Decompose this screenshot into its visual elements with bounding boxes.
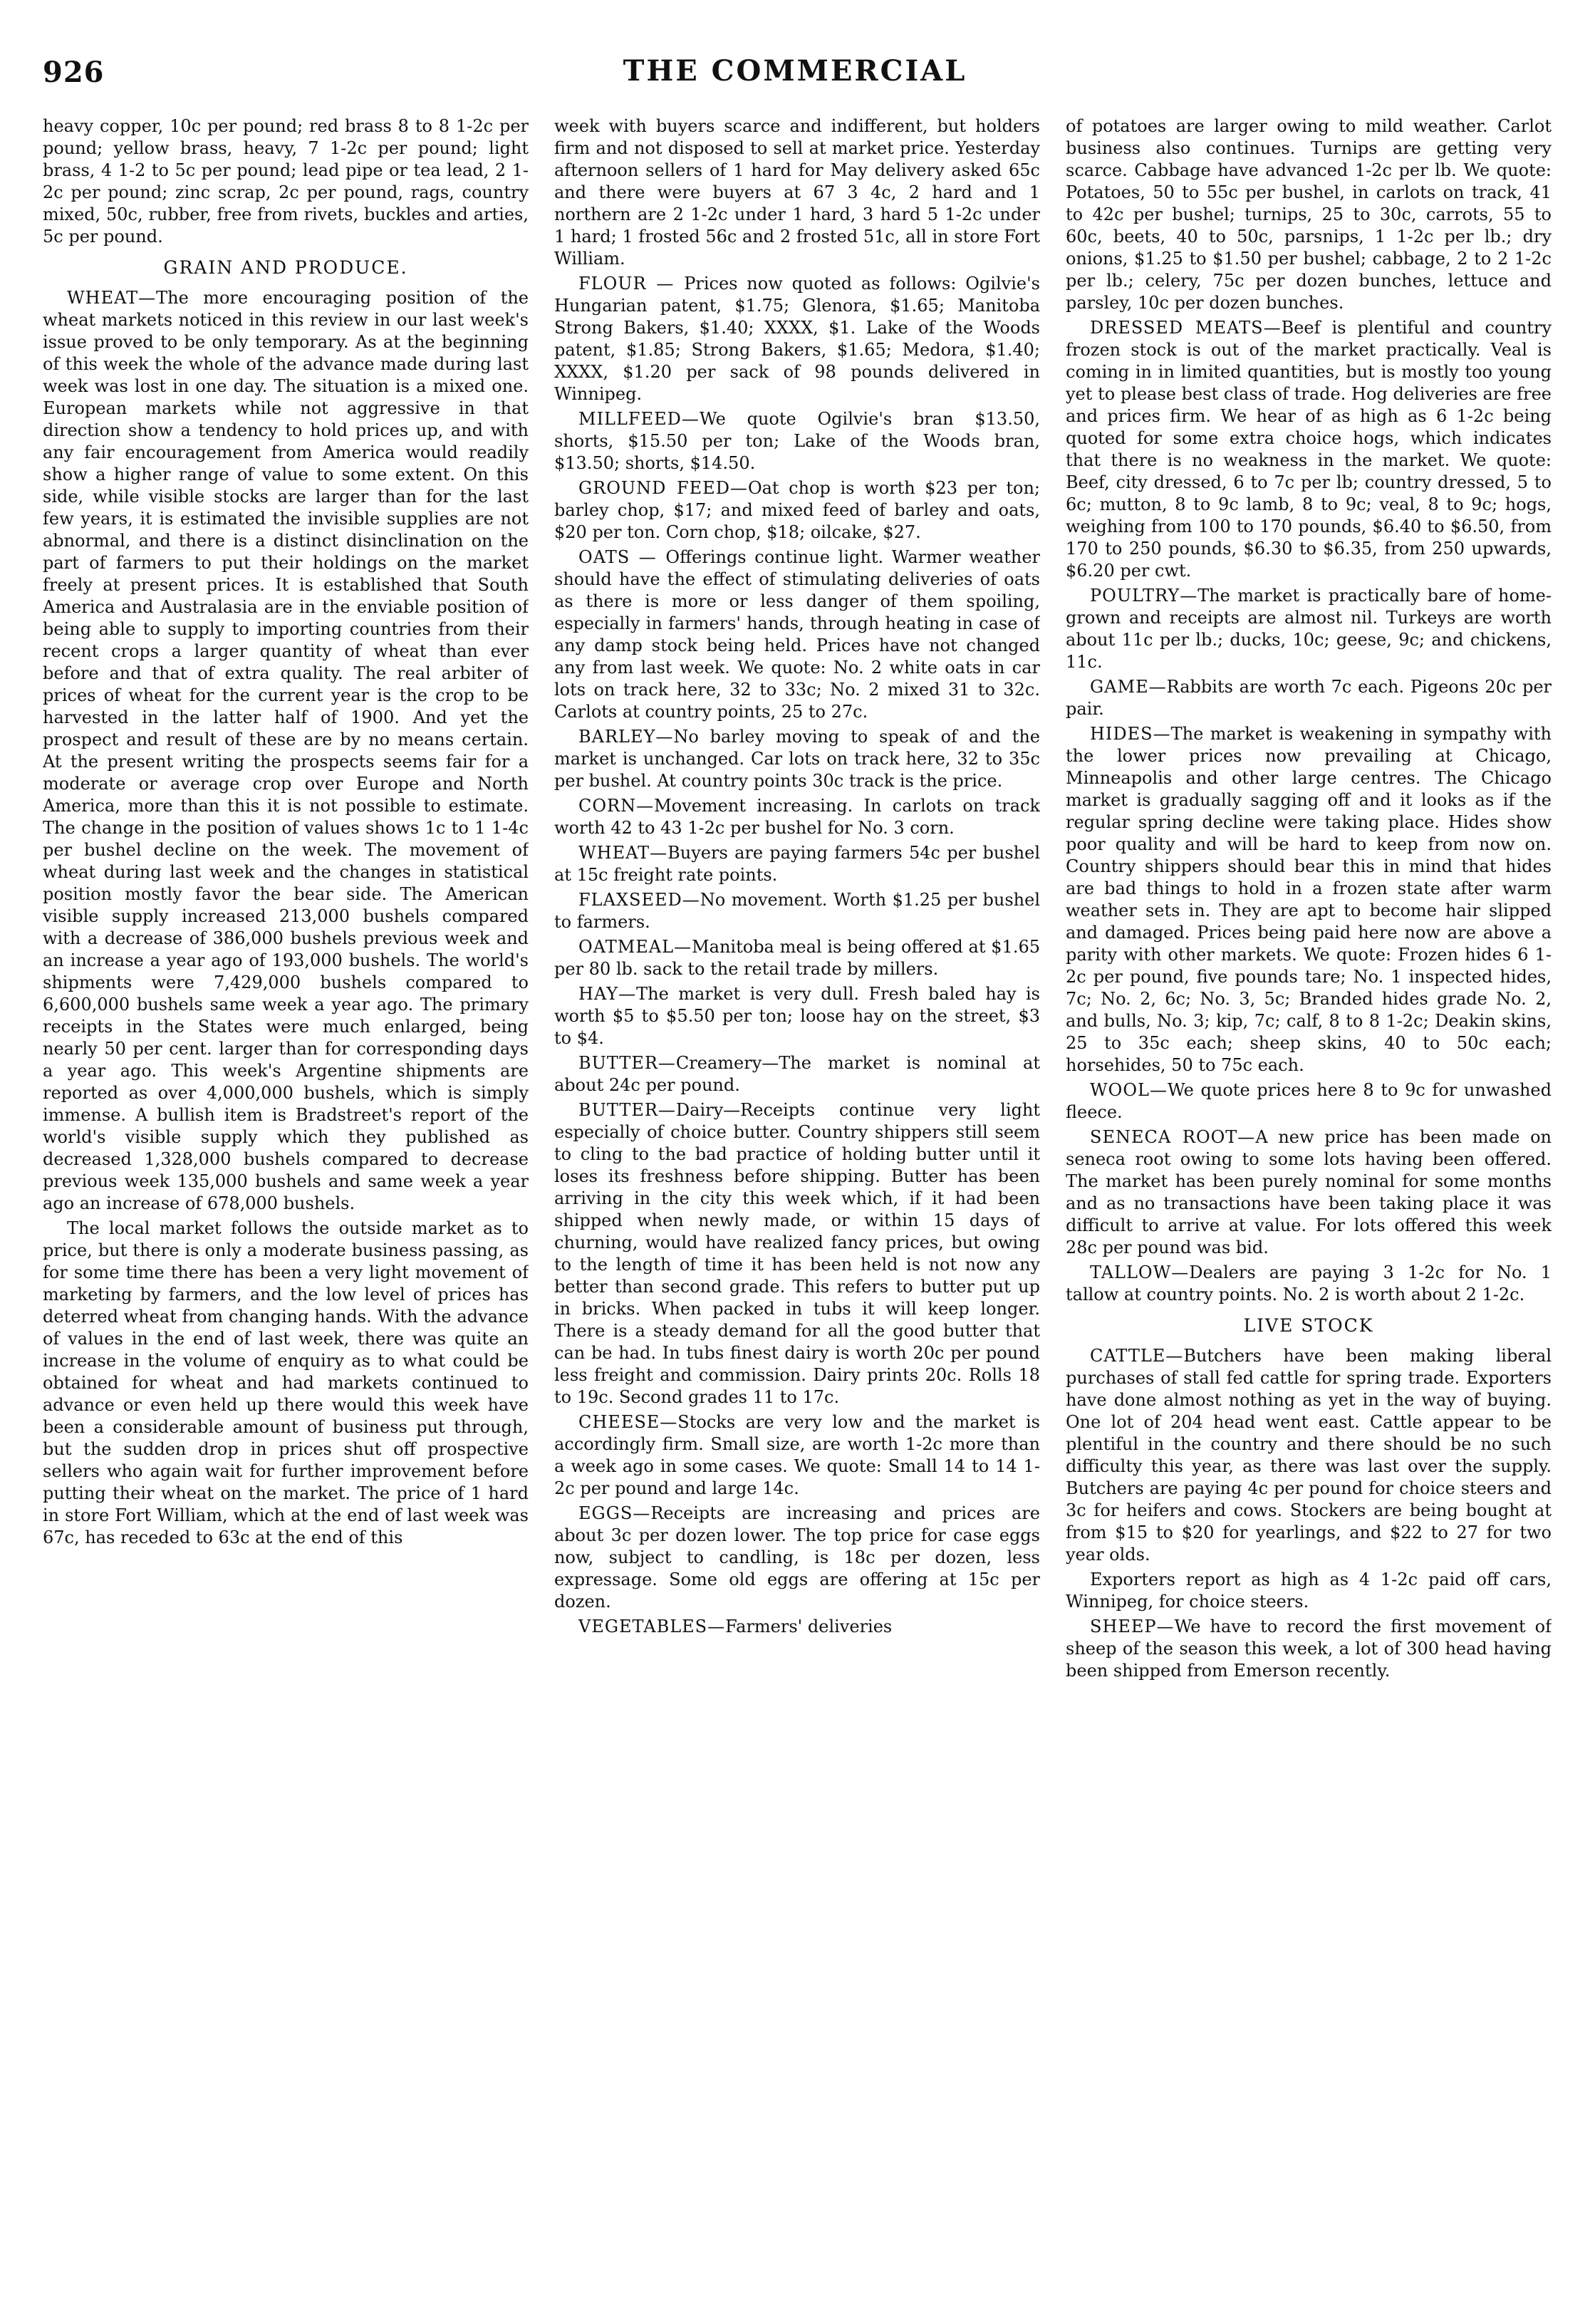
paragraph-barley [554, 726, 1040, 792]
paragraph-lead: BUTTER— [578, 1100, 676, 1120]
paragraph-text: We quote prices here 8 to 9c for unwashed fleece. [1066, 1080, 1552, 1122]
paragraph-cattle [1066, 1345, 1552, 1566]
paragraph-lead: BARLEY— [578, 727, 674, 747]
paragraph-vegetables [554, 1616, 1040, 1638]
paragraph-text: Beef is plentiful and country frozen stock is out of the market practically. Veal is coming in in limited quantities, but is mostly too young yet to please best class of trade. Hog deliveries are free and prices firm. We hear of as high as 6 1-2c being quoted for some extra choice hogs, which indicates that there is no weakness in the market. We quote: Beef, city dressed, 6 to 7c per lb; country dressed, 5 to 6c; mutton, 8 to 9c lamb, 8 to 9c; veal, 8 to 9c; hogs, weighing from 100 to 170 pounds, $6.40 to $6.50, from 170 to 250 pounds, $6.30 to $6.35, from 250 upwards, $6.20 per cwt. [1066, 318, 1552, 581]
paragraph-wheat [43, 287, 529, 1215]
paragraph-lead: GAME— [1090, 677, 1167, 697]
paragraph-lead: DRESSED MEATS— [1090, 318, 1282, 338]
paragraph-lead: HIDES— [1090, 724, 1171, 744]
paragraph-text: Receipts are increasing and prices are about 3c per dozen lower. The top price for case eggs now, subject to candling, is 18c per dozen, less expressage. Some old eggs are offering at 15c per dozen. [554, 1503, 1040, 1612]
paragraph-text: Butchers have been making liberal purchases of stall fed cattle for spring trade. Exporters have done almost nothing as yet in the way of buying. One lot of 204 head went east. Cattle appear to be plentiful in the country and there should be no such difficulty this year, as there was last over the supply. Butchers are paying 4c per pound for choice steers and 3c for heifers and cows. Stockers are being bought at from $15 to $20 for yearlings, and $22 to 27 for two year olds. [1066, 1346, 1552, 1565]
paragraph-eggs [554, 1503, 1040, 1613]
paragraph-lead: WHEAT— [67, 288, 157, 308]
column-2 [554, 115, 1040, 2303]
paragraph-lead: EGGS— [578, 1503, 651, 1523]
paragraph-lead: TALLOW— [1090, 1262, 1190, 1282]
paragraph-text: Offerings continue light. Warmer weather should have the effect of stimulating deliveries of oats as there is more or less danger of them spoiling, especially in farmers' hands, through heating in case of any damp stock being held. Prices have not changed any from last week. We quote: No. 2 white oats in car lots on track here, 32 to 33c; No. 2 mixed 31 to 32c. Carlots at country points, 25 to 27c. [554, 547, 1040, 722]
paragraph-lead: HAY— [578, 984, 637, 1004]
paragraph-seneca-root [1066, 1126, 1552, 1259]
page-number: 926 [43, 56, 105, 89]
paragraph-text: Dairy—Receipts continue very light especially of choice butter. Country shippers still seem to cling to the bad practice of holding butter until it loses its freshness before shipping. Butter has been arriving in the city this week which, if it had been shipped when newly made, or within 15 days of churning, would have realized fancy prices, but owing to the length of time it has been held is not now any better than second grade. This refers to butter put up in bricks. When packed in tubs it will keep longer. There is a steady demand for all the good butter that can be had. In tubs finest dairy is worth 20c per pound less freight and commission. Dairy prints 20c. Rolls 18 to 19c. Second grades 11 to 17c. [554, 1100, 1040, 1407]
section-heading: GRAIN AND PRODUCE. [163, 257, 408, 278]
paragraph-text: The market is very dull. Fresh baled hay is worth $5 to $5.50 per ton; loose hay on the street, $3 to $4. [554, 984, 1040, 1048]
paragraph-ground-feed [554, 477, 1040, 544]
paragraph: heavy copper, 10c per pound; red brass 8 to 8 1-2c per pound; yellow brass, heavy, 7 1-2c per pound; light brass, 4 1-2 to 5c per pound; lead pipe or tea lead, 2 1-2c per pound; zinc scrap, 2c per pound, rags, country mixed, 50c, rubber, free from rivets, buckles and arties, 5c per pound. [43, 116, 529, 247]
paragraph-text: We quote Ogilvie's bran $13.50, shorts, $15.50 per ton; Lake of the Woods bran, $13.50; shorts, $14.50. [554, 409, 1040, 473]
paragraph-lead: BUTTER— [578, 1053, 676, 1073]
paragraph-tallow [1066, 1262, 1552, 1306]
paragraph-text: The market is weakening in sympathy with the lower prices now prevailing at Chicago, Minneapolis and other large centres. The Chicago market is gradually sagging off and it looks as if the regular spring decline were taking place. Hides show poor quality and will be hard to keep from now on. Country shippers should bear this in mind that hides are bad things to hold in a frozen state after warm weather sets in. They are apt to become hair slipped and damaged. Prices being paid here now are above a parity with other markets. We quote: Frozen hides 6 1-2c per pound, five pounds tare; No. 1 inspected hides, 7c; No. 2, 6c; No. 3, 5c; Branded hides grade No. 2, and bulls, No. 3; kip, 7c; calf, 8 to 8 1-2c; Deakin skins, 25 to 35c each; sheep skins, 40 to 50c each; horsehides, 50 to 75c each. [1066, 724, 1552, 1075]
paragraph-lead: SENECA ROOT— [1090, 1127, 1256, 1147]
paragraph-oats [554, 546, 1040, 723]
paragraph-lead: WOOL— [1090, 1080, 1168, 1100]
section-heading-live-stock: LIVE STOCK [1243, 1315, 1374, 1336]
paragraph-butter-creamery [554, 1052, 1040, 1096]
paragraph-text: Manitoba meal is being offered at $1.65 per 80 lb. sack to the retail trade by millers. [554, 937, 1040, 979]
paragraph-butter-dairy [554, 1099, 1040, 1409]
paragraph-game [1066, 676, 1552, 720]
paragraph-flour [554, 273, 1040, 405]
paragraph-lead: VEGETABLES— [578, 1617, 726, 1636]
paragraph-local-market: The local market follows the outside market as to price, but there is only a moderate business passing, as for some time there has been a very light movement of marketing by farmers, and the low level of prices has deterred wheat from changing hands. With the advance of values in the end of last week, there was quite an increase in the volume of enquiry as to what could be obtained for wheat and had markets continued to advance or even held up there would this week have been a considerable amount of business put through, but the sudden drop in prices shut off prospective sellers who again wait for further improvement before putting their wheat on the market. The price of 1 hard in store Fort William, which at the end of last week was 67c, has receded to 63c at the end of this [43, 1218, 529, 1547]
paragraph-millfeed [554, 408, 1040, 474]
paragraph-lead: OATMEAL— [578, 937, 692, 957]
paragraph-text: Dealers are paying 3 1-2c for No. 1 tallow at country points. No. 2 is worth about 2 1-2c. [1066, 1262, 1552, 1304]
paragraph-lead: MILLFEED— [578, 409, 700, 429]
paragraph-wheat-farmers [554, 842, 1040, 886]
paragraph-text: Movement increasing. In carlots on track worth 42 to 43 1-2c per bushel for No. 3 corn. [554, 796, 1040, 838]
paragraph-sheep [1066, 1616, 1552, 1682]
paragraph-text: Prices now quoted as follows: Ogilvie's Hungarian patent, $1.75; Glenora, $1.65; Manitoba Strong Bakers, $1.40; XXXX, $1. Lake of the Woods patent, $1.85; Strong Bakers, $1.65; Medora, $1.40; XXXX, $1.20 per sack of 98 pounds delivered in Winnipeg. [554, 274, 1040, 404]
paragraph-text: No barley moving to speak of and the market is unchanged. Car lots on track here, 32 to 35c per bushel. At country points 30c track is the price. [554, 727, 1040, 791]
column-3 [1066, 115, 1552, 2303]
paragraph-text: The market is practically bare of home-grown and receipts are almost nil. Turkeys are worth about 11c per lb.; ducks, 10c; geese, 9c; and chickens, 11c. [1066, 586, 1552, 672]
paragraph-poultry [1066, 585, 1552, 673]
paragraph-lead: FLAXSEED— [578, 890, 700, 910]
paragraph-cheese [554, 1411, 1040, 1500]
paragraph-lead: GROUND FEED— [578, 478, 748, 498]
paragraph-wool [1066, 1079, 1552, 1124]
paragraph-text: Creamery—The market is nominal at about 24c per pound. [554, 1053, 1040, 1095]
paragraph-lead: CHEESE— [578, 1412, 678, 1432]
paragraph-lead: SHEEP— [1090, 1617, 1175, 1636]
paragraph-lead: OATS — [578, 547, 666, 567]
paragraph-lead: CORN— [578, 796, 655, 816]
paragraph-hides [1066, 723, 1552, 1077]
publication-title: THE COMMERCIAL [623, 54, 967, 88]
paragraph-lead: POULTRY— [1090, 586, 1198, 606]
paragraph-text: Stocks are very low and the market is accordingly firm. Small size, are worth 1-2c more than a week ago in some cases. We quote: Small 14 to 14 1-2c per pound and large 14c. [554, 1412, 1040, 1498]
paragraph-text: We have to record the first movement of sheep of the season this week, a lot of 300 head having been shipped from Emerson recently. [1066, 1617, 1552, 1681]
article-columns [43, 115, 1552, 2303]
paragraph-oatmeal [554, 936, 1040, 980]
paragraph-dressed-meats [1066, 317, 1552, 582]
paragraph-corn [554, 795, 1040, 839]
paragraph-text: No movement. Worth $1.25 per bushel to farmers. [554, 890, 1040, 932]
column-1 [43, 115, 529, 2303]
paragraph-lead: WHEAT— [578, 843, 668, 863]
paragraph-text: Oat chop is worth $23 per ton; barley chop, $17; and mixed feed of barley and oats, $20 per ton. Corn chop, $18; oilcake, $27. [554, 478, 1040, 542]
paragraph-hay [554, 983, 1040, 1049]
paragraph-exporters: Exporters report as high as 4 1-2c paid off cars, Winnipeg, for choice steers. [1066, 1570, 1552, 1612]
paragraph-text: Farmers' deliveries [725, 1617, 893, 1636]
paragraph-text: Buyers are paying farmers 54c per bushel at 15c freight rate points. [554, 843, 1040, 885]
paragraph-flaxseed [554, 889, 1040, 933]
paragraph-lead: FLOUR — [578, 274, 685, 294]
paragraph: of potatoes are larger owing to mild weather. Carlot business also continues. Turnips are getting very scarce. Cabbage have advanced 1-2c per lb. We quote: Potatoes, 50 to 55c per bushel, in carlots on track, 41 to 42c per bushel; turnips, 25 to 30c, carrots, 55 to 60c, beets, 40 to 50c, parsnips, 1 1-2c per lb.; dry onions, $1.25 to $1.50 per bushel; cabbage, 2 to 2 1-2c per lb.; celery, 75c per dozen bunches, lettuce and parsley, 10c per dozen bunches. [1066, 116, 1552, 313]
paragraph-lead: CATTLE— [1090, 1346, 1184, 1366]
paragraph: week with buyers scarce and indifferent, but holders firm and not disposed to sell at market price. Yesterday afternoon sellers of 1 hard for May delivery asked 65c and there were buyers at 67 3 4c, 2 hard and 1 northern are 2 1-2c under 1 hard, 3 hard 5 1-2c under 1 hard; 1 frosted 56c and 2 frosted 51c, all in store Fort William. [554, 116, 1040, 269]
paragraph-text: A new price has been made on seneca root owing to some lots having been offered. The market has been purely nominal for some months and as no transactions have been taking place it was difficult to arrive at value. For lots offered this week 28c per pound was bid. [1066, 1127, 1552, 1257]
paragraph-text: The more encouraging position of the wheat markets noticed in this review in our last week's issue proved to be only temporary. As at the beginning of this week the whole of the advance made during last week was lost in one day. The situation is a mixed one. European markets while not aggressive in that direction show a tendency to hold prices up, and with any fair encouragement from America would readily show a higher range of value to some extent. On this side, while visible stocks are larger than for the last few years, it is estimated the invisible supplies are not abnormal, and there is a distinct disinclination on the part of farmers to put their holdings on the market freely at present prices. It is established that South America and Australasia are in the enviable position of being able to supply to importing countries from their recent crops a larger quantity of wheat than ever before and that of extra quality. The real arbiter of prices of wheat for the current year is the crop to be harvested in the latter half of 1900. And yet the prospect and result of these are by no means certain. At the present writing the prospects seems fair for a moderate or average crop over Europe and North America, more than this it is not possible to estimate. The change in the position of values shows 1c to 1 1-4c per bushel decline on the week. The movement of wheat during last week and the changes in statistical position mostly favor the bear side. The American visible supply increased 213,000 bushels compared with a decrease of 386,000 bushels previous week and an increase a year ago of 193,000 bushels. The world's shipments were 7,429,000 bushels compared to 6,600,000 bushels same week a year ago. The primary receipts in the States were much enlarged, being nearly 50 per cent. larger than for corresponding days a year ago. This week's Argentine shipments are reported as over 4,000,000 bushels, which is simply immense. A bullish item is Bradstreet's report of the world's visible supply which they published as decreased 1,328,000 bushels compared to decrease previous week 135,000 bushels and same week a year ago an increase of 678,000 bushels. [43, 288, 529, 1213]
paragraph-text: Rabbits are worth 7c each. Pigeons 20c per pair. [1066, 677, 1552, 719]
